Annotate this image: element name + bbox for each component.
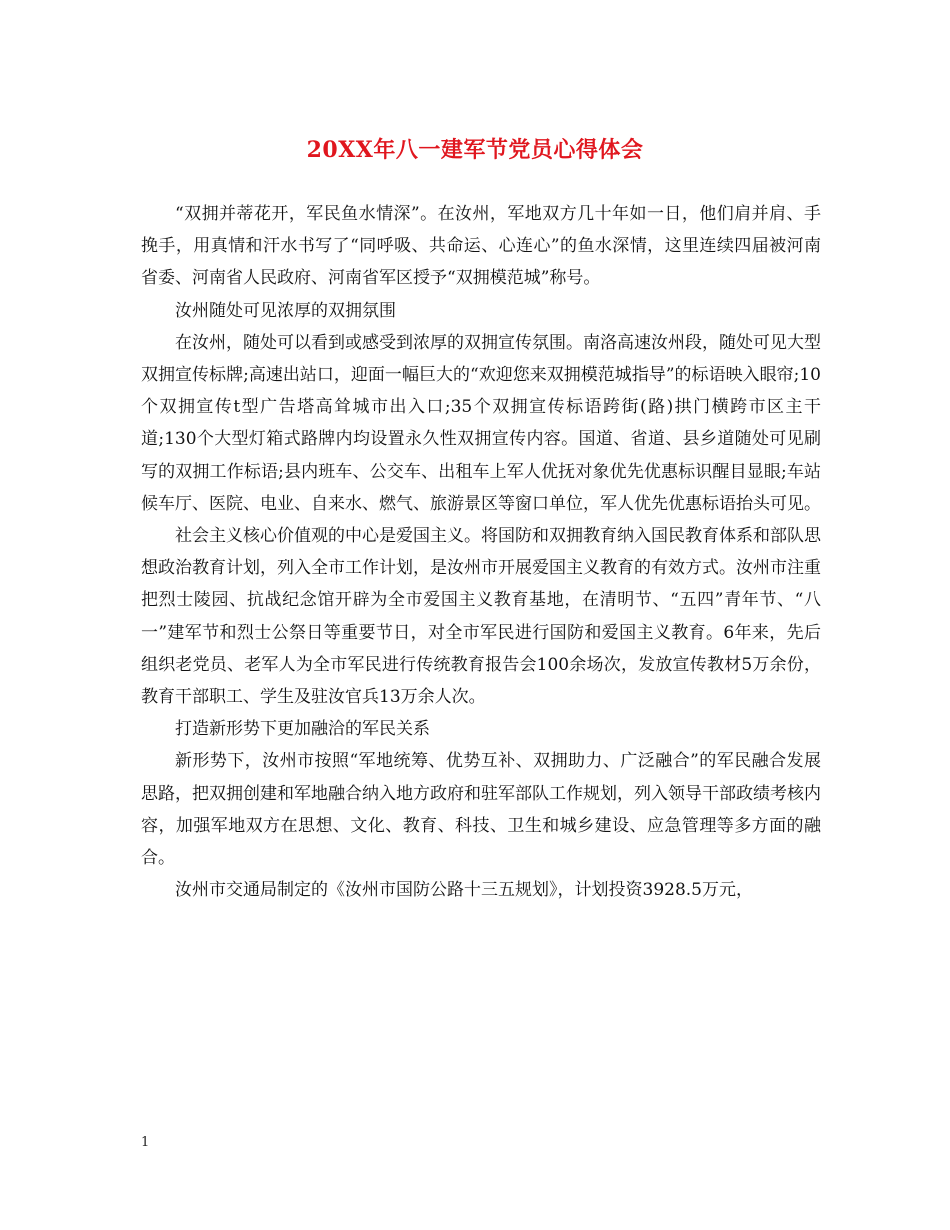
- paragraph-patriotism: 社会主义核心价值观的中心是爱国主义。将国防和双拥教育纳入国民教育体系和部队思想政治教育计划，列入全市工作计划，是汝州市开展爱国主义教育的有效方式。汝州市注重把烈士陵园、抗战纪念馆开辟为全市爱国主义教育基地，在清明节、“五四”青年节、“八一”建军节和烈士公祭日等重要节日，对全市军民进行国防和爱国主义教育。6年来，先后组织老党员、老军人为全市军民进行传统教育报告会100余场次，发放宣传教材5万余份，教育干部职工、学生及驻汝官兵13万余人次。: [141, 526, 821, 708]
- paragraph-atmosphere: 在汝州，随处可以看到或感受到浓厚的双拥宣传氛围。南洛高速汝州段，随处可见大型双拥宣传标牌;高速出站口，迎面一幅巨大的“欢迎您来双拥模范城指导”的标语映入眼帘;10个双拥宣传t型广告塔高耸城市出入口;35个双拥宣传标语跨街(路)拱门横跨市区主干道;130个大型灯箱式路牌内均设置永久性双拥宣传内容。国道、省道、县乡道随处可见刷写的双拥工作标语;县内班车、公交车、出租车上军人优抚对象优先优惠标识醒目显眼;车站候车厅、医院、电业、自来水、燃气、旅游景区等窗口单位，军人优先优惠标语抬头可见。: [141, 332, 821, 514]
- paragraph-intro: “双拥并蒂花开，军民鱼水情深”。在汝州，军地双方几十年如一日，他们肩并肩、手挽手，用真情和汗水书写了“同呼吸、共命运、心连心”的鱼水深情，这里连续四届被河南省委、河南省人民政府、河南省军区授予“双拥模范城”称号。: [141, 204, 821, 289]
- section-heading-atmosphere: 汝州随处可见浓厚的双拥氛围: [175, 300, 396, 321]
- page-number: 1: [141, 1135, 150, 1150]
- document-title: 20XX年八一建军节党员心得体会: [306, 137, 644, 163]
- paragraph-transport: 汝州市交通局制定的《汝州市国防公路十三五规划》，计划投资3928.5万元，: [175, 880, 753, 901]
- section-heading-relations: 打造新形势下更加融洽的军民关系: [175, 719, 430, 740]
- paragraph-integration: 新形势下，汝州市按照“军地统筹、优势互补、双拥助力、广泛融合”的军民融合发展思路，把双拥创建和军地融合纳入地方政府和驻军部队工作规划，列入领导干部政绩考核内容，加强军地双方在思想、文化、教育、科技、卫生和城乡建设、应急管理等多方面的融合。: [141, 751, 821, 869]
- document-body: [141, 198, 821, 906]
